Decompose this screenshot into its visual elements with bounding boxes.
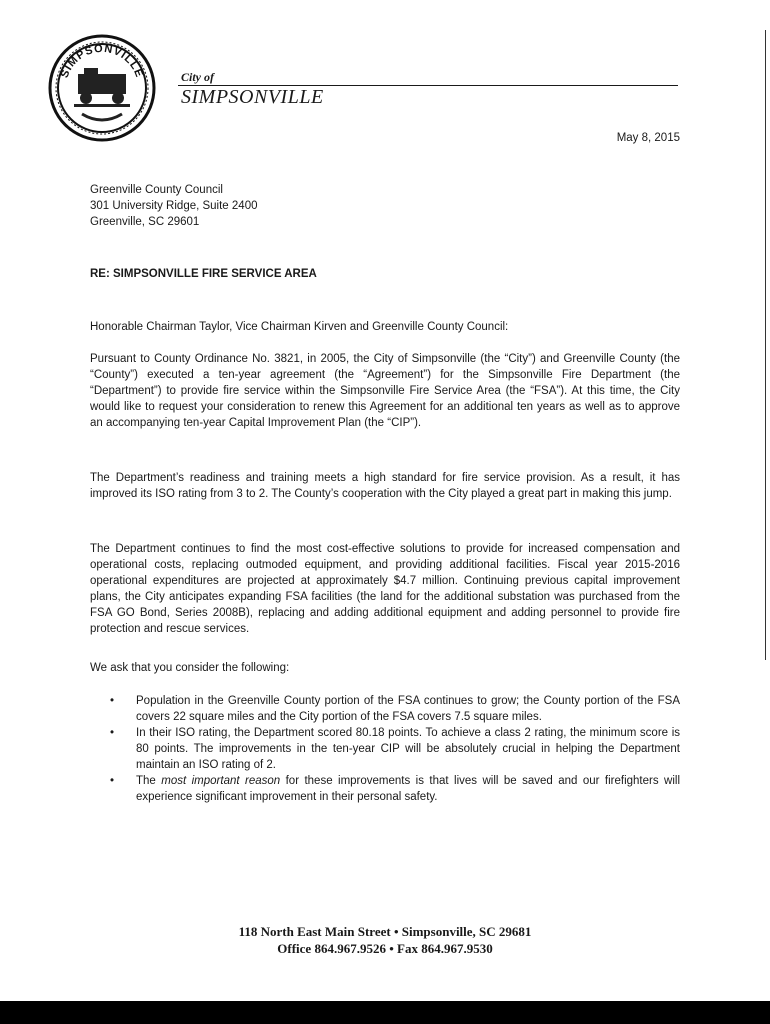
bullet-icon: • — [110, 695, 115, 707]
subject-line: RE: SIMPSONVILLE FIRE SERVICE AREA — [90, 268, 317, 280]
city-seal-icon — [48, 34, 156, 142]
bullet-list — [110, 693, 680, 805]
paragraph-1: Pursuant to County Ordinance No. 3821, in 2005, the City of Simpsonville (the “City”) and Greenville County (the “County”) executed a ten-year agreement (the “Agreement”) for the Simpsonville Fire Department (the “Department”) to provide fire service within the Simpsonville Fire Service Area (the “FSA”). At this time, the City would like to request your consideration to renew this Agreement for an additional ten years as well as to approve an accompanying ten-year Capital Improvement Plan (the “CIP”). — [90, 353, 680, 429]
bullet-icon: • — [110, 727, 115, 739]
scan-edge-line — [765, 30, 766, 660]
recipient-line-2: 301 University Ridge, Suite 2400 — [90, 200, 258, 212]
recipient-line-1: Greenville County Council — [90, 184, 223, 196]
list-item — [110, 773, 680, 805]
paragraph-3: The Department continues to find the most cost-effective solutions to provide for increased compensation and operational costs, replacing outmoded equipment, and providing additional facilities. Fiscal year 2015-2016 operational expenditures are projected at approximately $4.7 million. Continuing previous capital improvement plans, the City anticipates expanding FSA facilities (the land for the additional substation was purchased from the FSA GO Bond, Series 2008B), replacing and adding additional equipment and adding personnel to provide fire protection and rescue services. — [90, 543, 680, 635]
bullet-text-3-rest: for these improvements is that lives will be saved and our firefighters will experience significant improvement in their personal safety. — [136, 775, 681, 803]
recipient-line-3: Greenville, SC 29601 — [90, 216, 200, 228]
bullet-text-2: In their ISO rating, the Department scored 80.18 points. To achieve a class 2 rating, the minimum score is 80 points. The improvements in the ten-year CIP will be absolutely crucial in helping the Department maintain an ISO rating of 2. — [136, 727, 680, 771]
letterhead-city-name: SIMPSONVILLE — [181, 86, 324, 108]
bullet-text-3-prefix: The — [136, 775, 162, 787]
paragraph-2: The Department’s readiness and training meets a high standard for fire service provision. As a result, it has improved its ISO rating from 3 to 2. The County’s cooperation with the City played a great part in making this jump. — [90, 472, 680, 500]
bullet-text-3-emphasis: most important reason — [161, 775, 281, 787]
scan-bottom-bar — [0, 1001, 770, 1024]
letterhead-city-of: City of — [181, 70, 214, 84]
bullet-icon: • — [110, 775, 115, 787]
footer-address: 118 North East Main Street • Simpsonville, SC 29681 — [238, 924, 532, 939]
recipient-address — [90, 182, 680, 230]
bullet-text-1: Population in the Greenville County portion of the FSA continues to grow; the County portion of the FSA covers 22 square miles and the City portion of the FSA covers 7.5 square miles. — [136, 695, 680, 723]
footer-phone: Office 864.967.9526 • Fax 864.967.9530 — [277, 941, 493, 956]
list-item — [110, 693, 680, 725]
seal-text: SIMPSONVILLE — [58, 42, 146, 80]
ask-intro: We ask that you consider the following: — [90, 662, 290, 674]
letter-date: May 8, 2015 — [616, 132, 680, 144]
list-item — [110, 725, 680, 773]
salutation: Honorable Chairman Taylor, Vice Chairman Kirven and Greenville County Council: — [90, 321, 509, 333]
